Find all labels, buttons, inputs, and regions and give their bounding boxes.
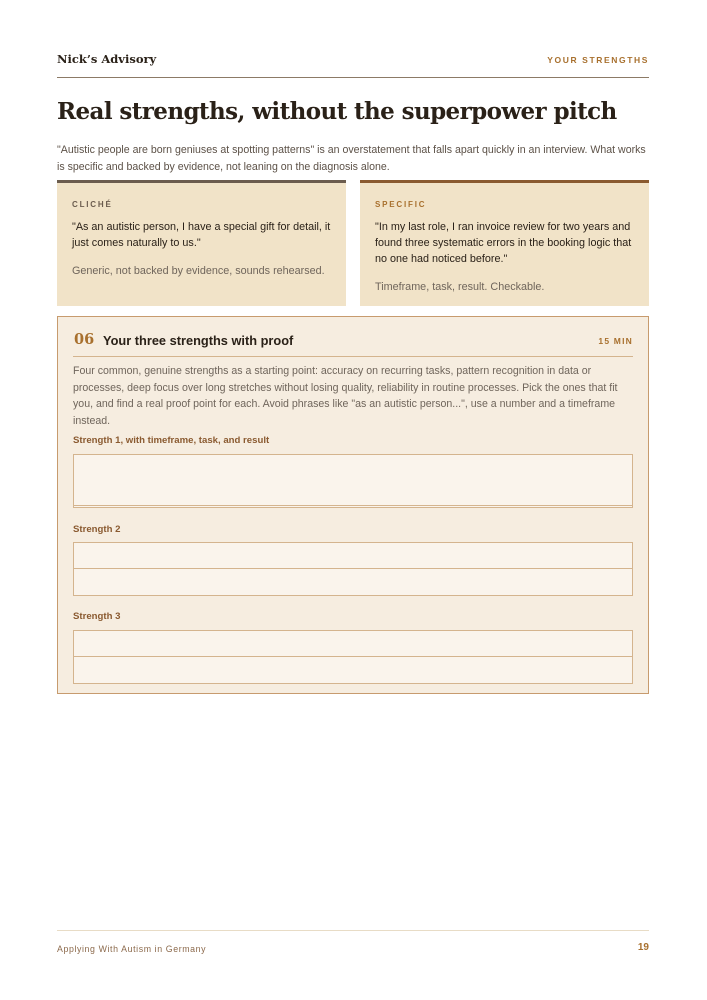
- cliche-label: CLICHÉ: [72, 200, 113, 209]
- specific-card: [360, 180, 649, 306]
- exercise-panel: [57, 316, 649, 694]
- cliche-note: Generic, not backed by evidence, sounds rehearsed.: [72, 265, 325, 277]
- strength-1-field[interactable]: [73, 454, 633, 508]
- specific-label: SPECIFIC: [375, 200, 427, 209]
- footer-title: Applying With Autism in Germany: [57, 944, 207, 954]
- page-title: Real strengths, without the superpower pitch: [57, 98, 617, 125]
- exercise-description: Four common, genuine strengths as a starting point: accuracy on recurring tasks, pattern recognition in data or processes, deep focus over long stretches without losing quality, reliability in routine processes. Pick the ones that fit you, and find a real proof point for each. Avoid phrases like "as an autistic person...", use a number and a timeframe instead.: [73, 365, 618, 427]
- exercise-number: 06: [74, 331, 95, 348]
- section-tag: YOUR STRENGTHS: [547, 55, 649, 65]
- cliche-card: [57, 180, 346, 306]
- page-number: 19: [637, 942, 649, 953]
- exercise-title: Your three strengths with proof: [103, 333, 294, 348]
- intro-text: "Autistic people are born geniuses at spotting patterns" is an overstatement that falls apart quickly in an interview. What works is specific and backed by evidence, not leaning on the diagnosis alone.: [57, 144, 646, 173]
- writing-line: [74, 656, 632, 657]
- strength-2-label: Strength 2: [73, 524, 121, 535]
- specific-note: Timeframe, task, result. Checkable.: [375, 281, 545, 293]
- strength-1-label: Strength 1, with timeframe, task, and result: [73, 435, 270, 446]
- brand-name: Nick’s Advisory: [57, 52, 157, 66]
- page-header: [57, 52, 649, 78]
- strength-3-field[interactable]: [73, 630, 633, 684]
- exercise-duration: 15 MIN: [598, 336, 633, 346]
- exercise-header: [73, 331, 633, 357]
- strength-3-label: Strength 3: [73, 611, 121, 622]
- page-footer: [57, 930, 649, 954]
- writing-line: [74, 505, 632, 506]
- writing-line: [74, 568, 632, 569]
- strength-2-field[interactable]: [73, 542, 633, 596]
- cliche-quote: "As an autistic person, I have a special gift for detail, it just comes naturally to us.": [72, 221, 331, 249]
- specific-quote: "In my last role, I ran invoice review for two years and found three systematic errors in the booking logic that no one had noticed before.": [375, 221, 632, 265]
